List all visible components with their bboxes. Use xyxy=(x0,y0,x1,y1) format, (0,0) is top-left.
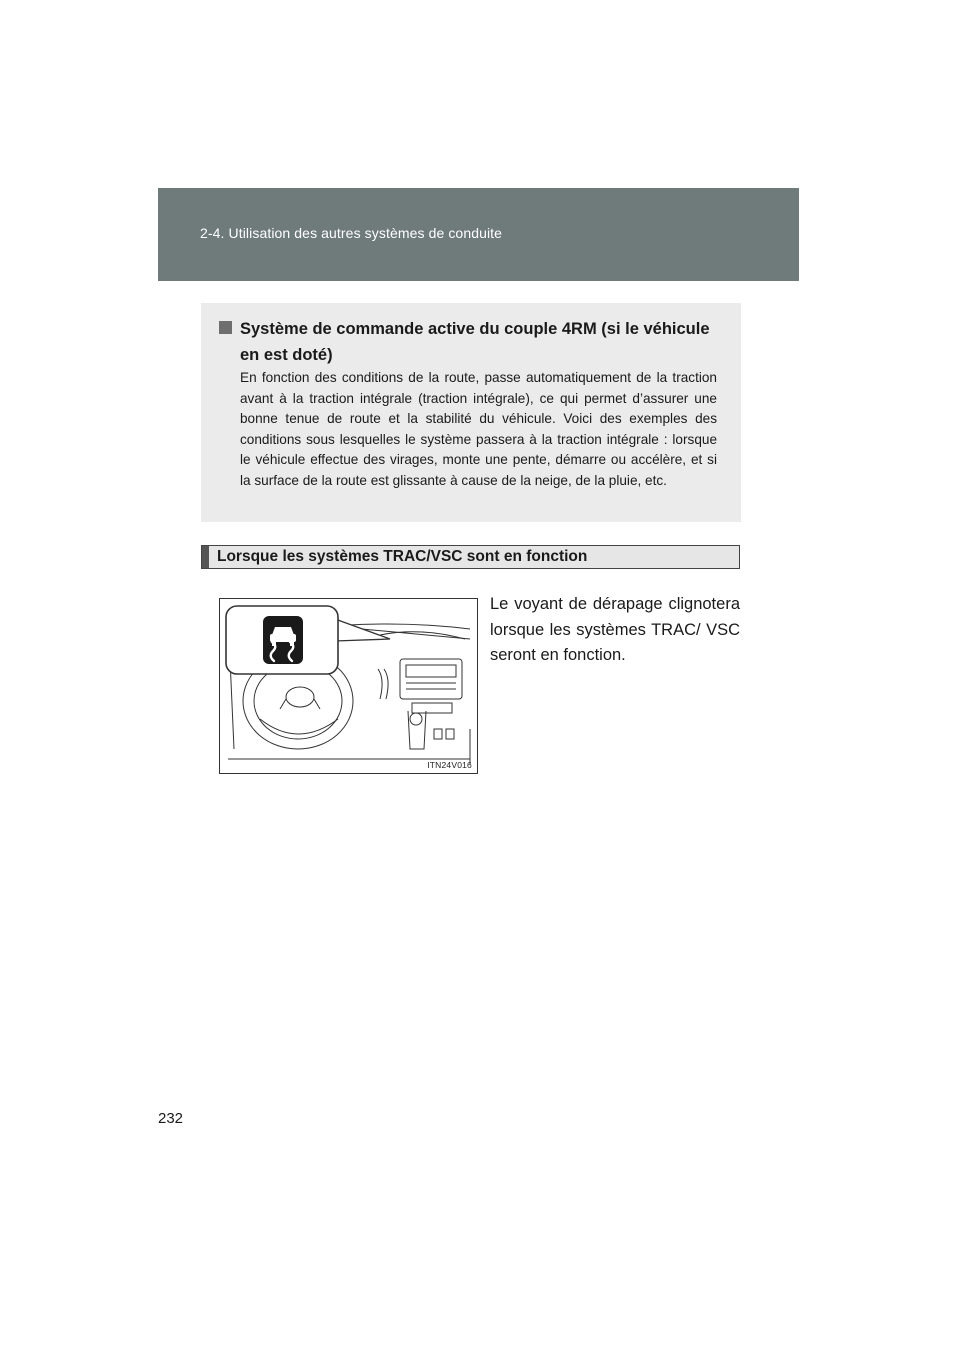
figure-code: ITN24V016 xyxy=(427,760,472,770)
note-bullet-icon xyxy=(219,321,232,334)
dashboard-illustration xyxy=(219,598,478,774)
section-heading-bar xyxy=(202,546,209,568)
note-title: Système de commande active du couple 4RM (si le véhicule en est doté) xyxy=(240,320,710,364)
section-heading-label: Lorsque les systèmes TRAC/VSC sont en fonction xyxy=(217,548,588,565)
section-heading xyxy=(201,545,740,569)
section-breadcrumb: 2-4. Utilisation des autres systèmes de conduite xyxy=(200,225,503,241)
slip-indicator-icon xyxy=(263,616,303,664)
page-number: 232 xyxy=(158,1110,184,1127)
body-text: Le voyant de dérapage clignotera lorsque les systèmes TRAC/ VSC seront en fonction. xyxy=(490,595,740,664)
dashboard-drawing xyxy=(220,599,477,773)
note-body: En fonction des conditions de la route, passe automatiquement de la traction avant à la traction intégrale (traction intégrale), ce qui permet d’assurer une bonne tenue de route et la stabilité du véhicule. Voici des exemples des conditions sous lesquelles le système passera à la traction intégrale : lorsque le véhicule effectue des virages, monte une pente, démarre ou accélère, et si la surface de la route est glissante à cause de la neige, de la pluie, etc. xyxy=(240,370,717,488)
